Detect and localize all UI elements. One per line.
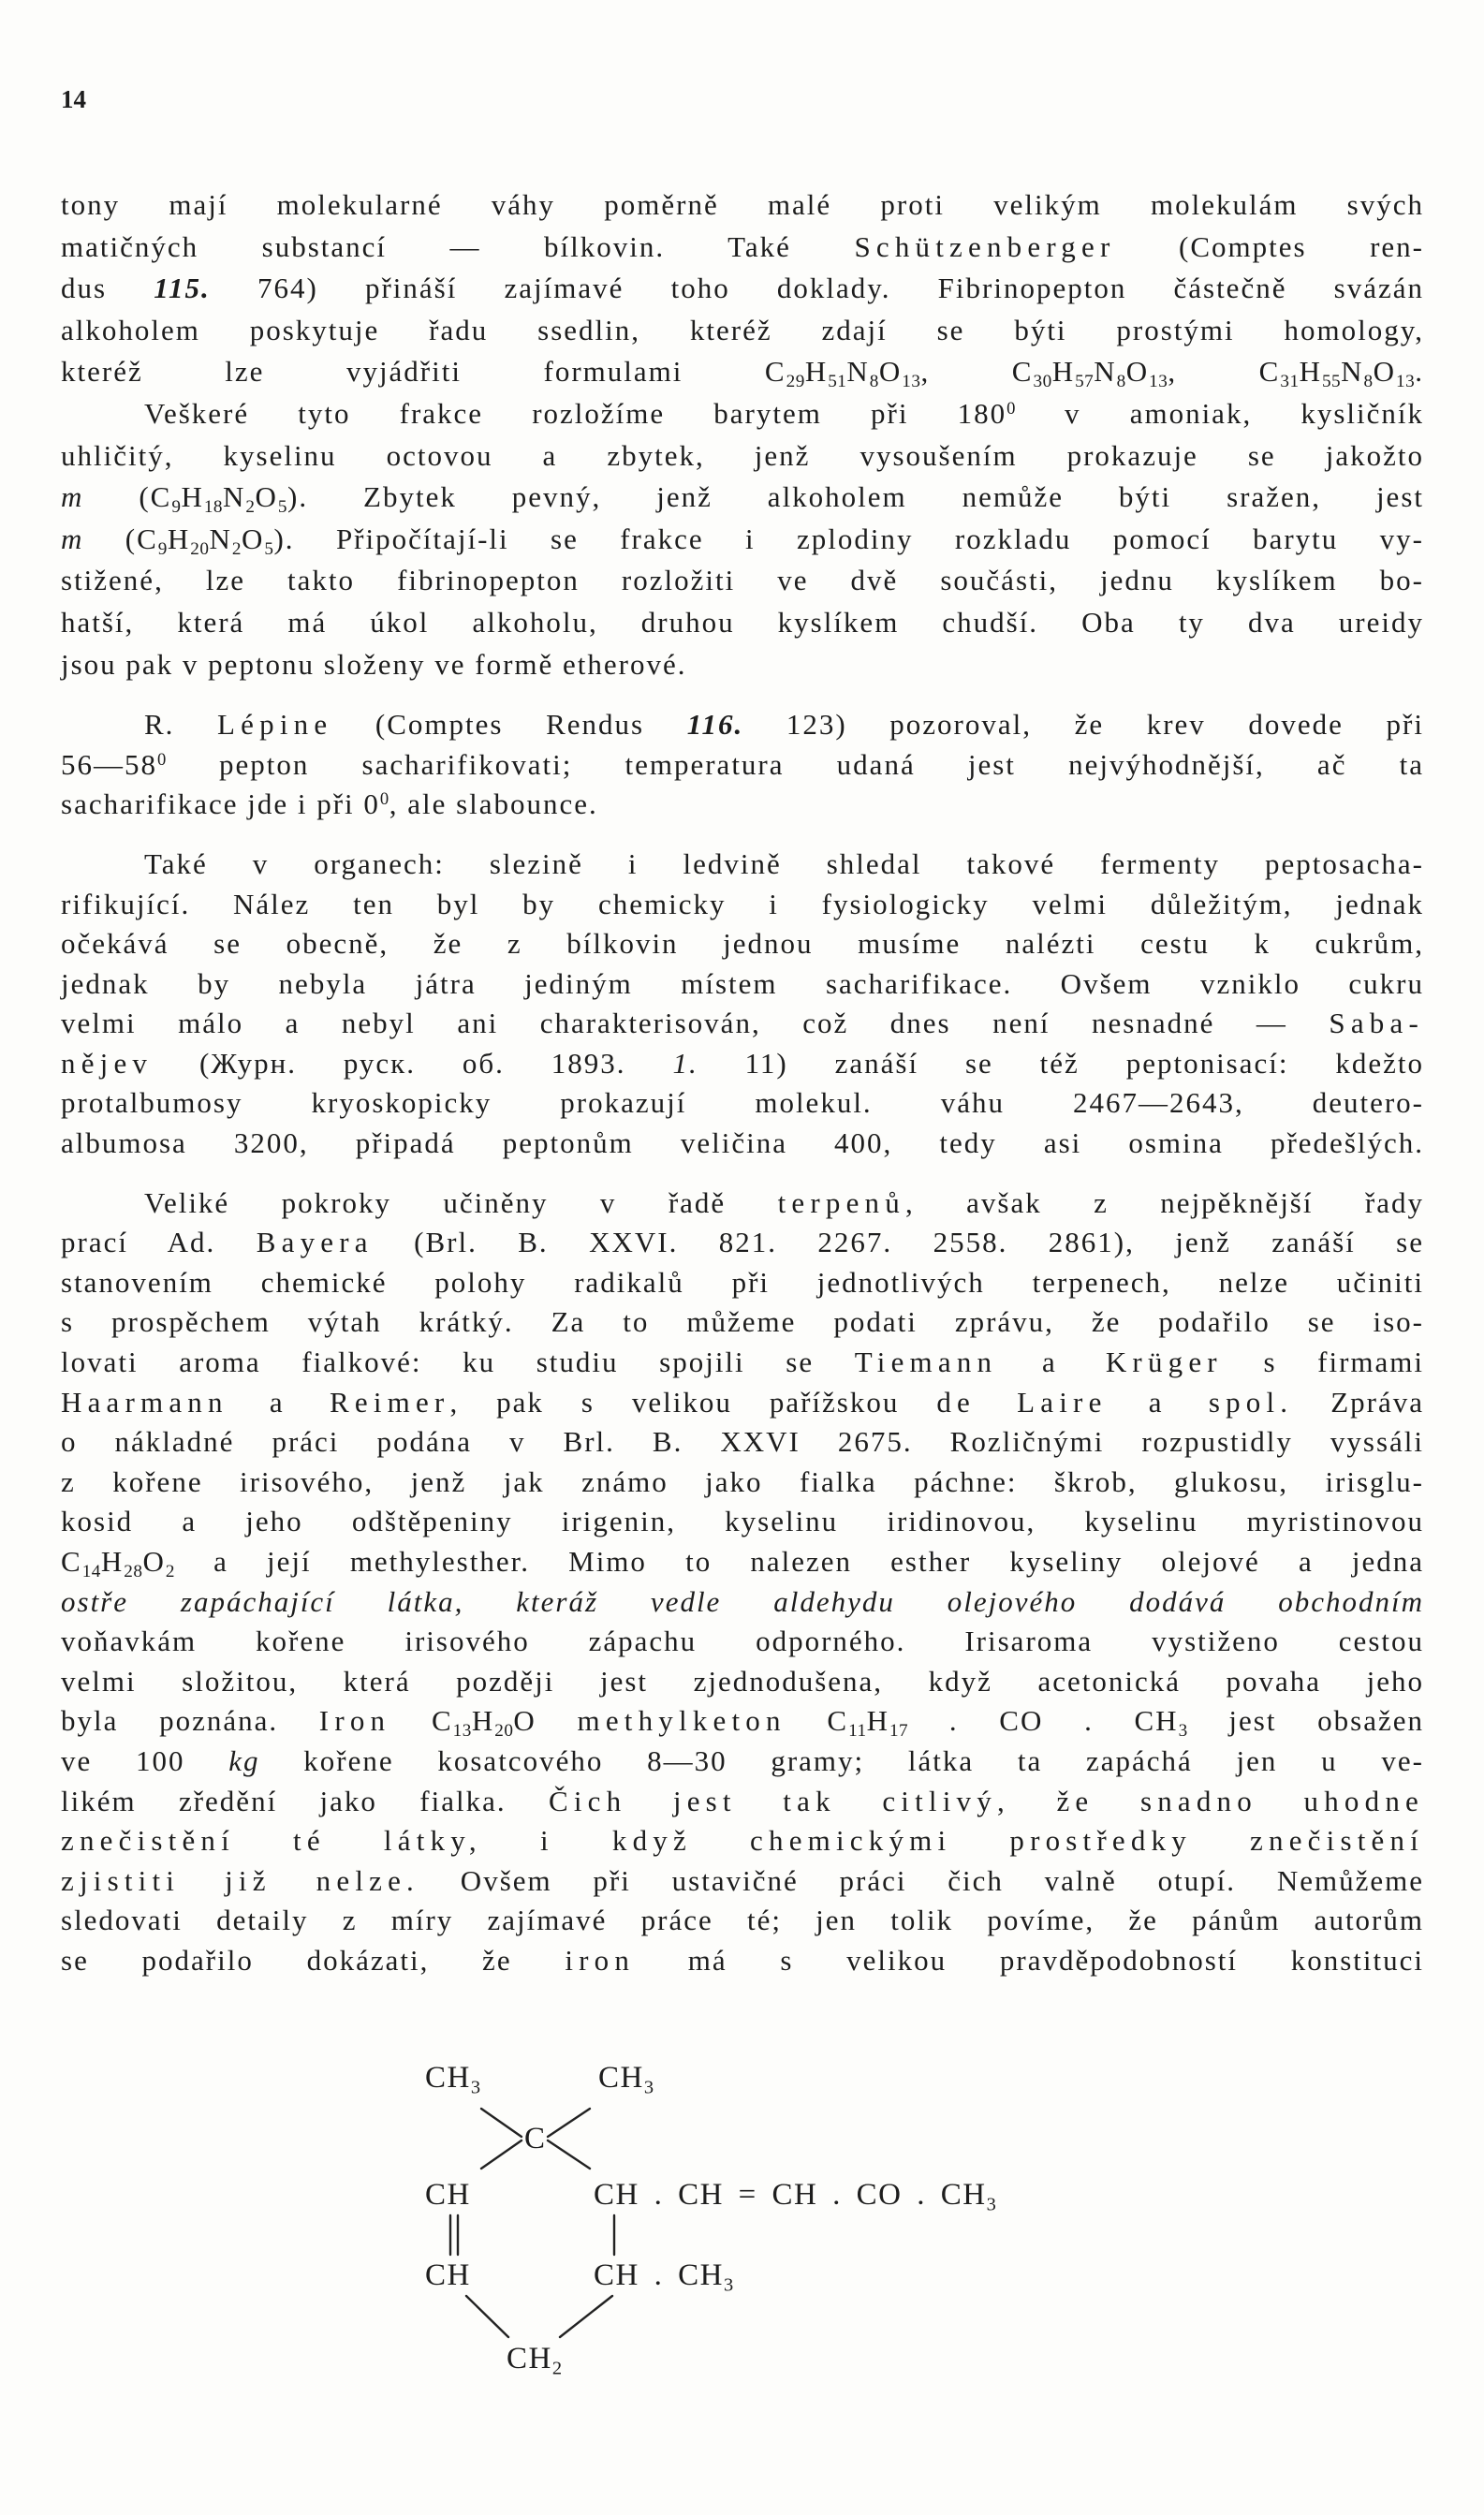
text-run: se podařilo dokázati, že: [61, 1943, 566, 1977]
text-line: [61, 924, 1424, 964]
text-line: [61, 1861, 1424, 1902]
bond-c-to-methyl-b: [548, 2109, 590, 2137]
text-run: stižené, lze takto fibrinopepton rozložiti ve dvě součásti, jednu kyslíkem bo-: [61, 564, 1424, 597]
text-run: jednak by nebyla játra jediným místem sacharifikace. Ovšem vzniklo cukru: [61, 966, 1424, 1000]
text-run: 56—58: [61, 747, 157, 781]
text-line: [61, 519, 1424, 561]
text-run: (Comptes Rendus: [332, 708, 687, 742]
text-run: má s velikou pravděpodobností konstituci: [635, 1943, 1425, 1977]
text-line: [61, 1542, 1424, 1582]
text-line: [61, 785, 1424, 825]
subscript: 9: [171, 497, 182, 518]
text-run: CH . CH: [594, 2258, 724, 2292]
superscript: 0: [157, 749, 167, 770]
text-line: [61, 1901, 1424, 1941]
formula-methyl-b: [598, 2059, 654, 2096]
text-run: ve 100: [61, 1743, 229, 1777]
formula-side-chain: [594, 2176, 996, 2213]
text-run: s firmami: [1222, 1346, 1424, 1379]
paragraph-organs: [61, 845, 1424, 1164]
text-run: dus: [61, 272, 154, 305]
text-run: v amoniak, kysličník: [1015, 396, 1425, 430]
subscript: 30: [1033, 372, 1052, 392]
text-line: [61, 393, 1424, 435]
text-run: rifikující. Nález ten byl by chemicky i fysiologicky velmi důležitým, jednak: [61, 887, 1424, 920]
subscript: 13: [1396, 372, 1416, 392]
text-line: [61, 1821, 1424, 1861]
superscript: 0: [1006, 398, 1016, 419]
bond-ring-ch-to-methylene: [466, 2296, 508, 2337]
subscript: 3: [1178, 1721, 1188, 1742]
text-run: voňavkám kořene irisového zápachu odporného. Irisaroma vystiženo cestou: [61, 1625, 1424, 1658]
text-run: O: [878, 355, 903, 389]
paragraph-lepine: [61, 705, 1424, 825]
subscript: 13: [1149, 372, 1168, 392]
text-run: (Журн. руск. об. 1893.: [153, 1046, 673, 1080]
text-run: N: [1094, 355, 1117, 389]
paragraph-fibrinopepton: [61, 393, 1424, 685]
text-run: Zpráva: [1293, 1385, 1424, 1419]
body-text: [61, 184, 1424, 1981]
text-run: Ovšem při ustavičné práci čich valně otupí. Nemůžeme: [419, 1863, 1424, 1897]
subscript: 9: [157, 538, 168, 559]
text-run: .: [1415, 355, 1424, 389]
text-line: [61, 1422, 1424, 1463]
text-line: [61, 268, 1424, 310]
text-run: kteréž lze vyjádřiti formulami C: [61, 355, 786, 389]
text-run: O: [241, 522, 265, 555]
text-line: [61, 1343, 1424, 1383]
text-run: velmi složitou, která později jest zjednodušena, když acetonická povaha jeho: [61, 1664, 1424, 1698]
subscript: 3: [470, 2077, 481, 2098]
text-run: prací Ad.: [61, 1226, 257, 1259]
text-run: , pak s velikou pařížskou: [449, 1385, 937, 1419]
text-run: (C: [83, 480, 172, 514]
subscript: 20: [190, 538, 210, 559]
text-run: (Brl. B. XXVI. 821. 2267. 2558. 2861), jenž zanáší se: [373, 1226, 1424, 1259]
subscript: 5: [277, 497, 288, 518]
text-run: CH . CH = CH . CO . CH: [594, 2178, 987, 2212]
spaced-emphasis: Lépine: [217, 708, 333, 742]
subscript: 51: [828, 372, 847, 392]
text-line: [61, 1124, 1424, 1164]
subscript: 2: [245, 497, 256, 518]
italic-text: ostře zapáchající látka, kteráž vedle aldehydu olejového dodává obchodním: [61, 1584, 1424, 1618]
spaced-emphasis: Čich jest tak citlivý, že snadno uhodne: [548, 1784, 1424, 1817]
text-run: matičných substancí — bílkovin. Také: [61, 229, 855, 263]
subscript: 3: [986, 2194, 997, 2215]
paragraph-continued: [61, 184, 1424, 393]
subscript: 55: [1321, 372, 1342, 392]
text-run: alkoholem poskytuje řadu ssedlin, kteréž zdají se býti prostými homology,: [61, 313, 1424, 346]
spaced-emphasis: Schützenberger: [854, 229, 1116, 263]
bond-methyl-a-to-c: [481, 2109, 522, 2137]
text-line: [61, 1742, 1424, 1782]
text-run: N: [209, 522, 232, 555]
text-run: N: [846, 355, 870, 389]
page-number: 14: [61, 85, 86, 113]
subscript: 29: [786, 372, 805, 392]
text-run: z kořene irisového, jenž jak známo jako fialka páchne: škrob, glukosu, irisglu-: [61, 1464, 1424, 1498]
spaced-emphasis: nějev: [61, 1046, 154, 1080]
formula-methylene: [507, 2340, 563, 2377]
text-line: [61, 310, 1424, 352]
text-run: ). Zbytek pevný, jenž alkoholem nemůže býti sražen, jest: [287, 480, 1424, 514]
text-run: CH: [598, 2061, 644, 2095]
text-run: lovati aroma fialkové: ku studiu spojili se: [61, 1346, 855, 1379]
text-line: [61, 885, 1424, 925]
text-run: o nákladné práci podána v Brl. B. XXVI 2675. Rozličnými rozpustidly vyssáli: [61, 1425, 1424, 1459]
bold-italic-text: 116.: [686, 708, 744, 742]
text-run: (C: [83, 522, 158, 555]
text-line: [61, 435, 1424, 478]
subscript: 20: [494, 1721, 514, 1742]
italic-text: m: [61, 480, 84, 514]
text-run: N: [223, 480, 246, 514]
text-run: C: [61, 1545, 82, 1578]
subscript: 5: [264, 538, 274, 559]
text-run: H: [181, 480, 204, 514]
text-line: [61, 560, 1424, 602]
text-run: kosid a jeho odštěpeniny irigenin, kyselinu iridinovou, kyselinu myristinovou: [61, 1505, 1424, 1538]
text-run: O: [513, 1704, 578, 1738]
text-line: [61, 1701, 1424, 1742]
text-line: [61, 1782, 1424, 1822]
subscript: 8: [869, 372, 879, 392]
text-run: sledovati detaily z míry zajímavé práce té; jen tolik povíme, že pánům autorům: [61, 1904, 1424, 1937]
text-run: likém zředění jako fialka.: [61, 1784, 549, 1817]
italic-text: kg: [228, 1743, 260, 1777]
text-run: kořene kosatcového 8—30 gramy; látka ta zapáchá jen u ve-: [259, 1743, 1424, 1777]
text-line: [61, 602, 1424, 644]
text-run: , ale slabounce.: [389, 787, 598, 821]
text-line: [61, 1502, 1424, 1542]
subscript: 2: [165, 1562, 175, 1582]
text-run: 123) pozoroval, že krev dovede při: [743, 708, 1424, 742]
spaced-emphasis: Tiemann a Krüger: [854, 1346, 1223, 1379]
text-run: hatší, která má úkol alkoholu, druhou kyslíkem chudší. Oba ty dva ureidy: [61, 605, 1424, 639]
text-run: velmi málo a nebyl ani charakterisován, což dnes není nesnadné —: [61, 1007, 1330, 1040]
text-run: pepton sacharifikovati; temperatura udaná jest nejvýhodnější, ač ta: [166, 747, 1424, 781]
text-run: R.: [144, 708, 218, 742]
text-run: C: [390, 1704, 453, 1738]
subscript: 3: [723, 2274, 734, 2296]
text-line: [61, 1941, 1424, 1981]
spaced-emphasis: zjistiti již nelze.: [61, 1863, 420, 1897]
text-line: [61, 1463, 1424, 1503]
subscript: 17: [889, 1721, 909, 1742]
subscript: 14: [81, 1562, 101, 1582]
spaced-emphasis: methylketon: [577, 1704, 786, 1738]
italic-text: m: [61, 522, 84, 555]
subscript: 31: [1280, 372, 1300, 392]
text-line: [61, 1302, 1424, 1343]
text-run: CH: [425, 2061, 471, 2095]
formula-ring-ch-upper: [425, 2176, 471, 2213]
spaced-emphasis: Saba-: [1329, 1007, 1424, 1040]
text-run: uhličitý, kyselinu octovou a zbytek, jenž vysoušením prokazuje se jakožto: [61, 438, 1424, 472]
spaced-emphasis: Iron: [318, 1704, 391, 1738]
spaced-emphasis: znečistění té látky, i když chemickými prostředky znečistění: [61, 1824, 1424, 1858]
subscript: 2: [551, 2358, 563, 2379]
spaced-emphasis: de Laire a spol.: [936, 1385, 1294, 1419]
text-line: [61, 1263, 1424, 1303]
text-line: [61, 477, 1424, 519]
subscript: 28: [124, 1562, 143, 1582]
italic-text: 1.: [672, 1046, 698, 1080]
text-line: [61, 227, 1424, 269]
text-run: , C: [920, 355, 1034, 389]
text-run: očekává se obecně, že z bílkovin jednou musíme nalézti cestu k cukrům,: [61, 927, 1424, 961]
text-line: [61, 1383, 1424, 1423]
text-run: , avšak z nejpěknější řady: [904, 1185, 1424, 1219]
formula-methyl-a: [425, 2059, 481, 2096]
text-run: s prospěchem výtah krátký. Za to můžeme podati zprávu, že podařilo se iso-: [61, 1305, 1424, 1339]
text-line: [61, 745, 1424, 786]
text-run: CH: [507, 2342, 552, 2375]
text-run: H: [866, 1704, 889, 1738]
text-run: O: [142, 1545, 166, 1578]
text-run: protalbumosy kryoskopicky prokazují molekul. váhu 2467—2643, deutero-: [61, 1086, 1424, 1120]
text-run: jest obsažen: [1187, 1704, 1424, 1738]
subscript: 13: [452, 1721, 472, 1742]
bond-ring-ch-to-c: [481, 2140, 522, 2169]
text-line: [61, 1184, 1424, 1224]
text-line: [61, 845, 1424, 885]
text-run: Také v organech: slezině i ledvině shledal takové fermenty peptosacha-: [144, 846, 1424, 880]
spaced-emphasis: Haarmann a Reimer: [61, 1385, 450, 1419]
formula-ring-ch-methyl: [594, 2257, 734, 2294]
subscript: 8: [1116, 372, 1126, 392]
subscript: 8: [1363, 372, 1374, 392]
text-line: [61, 351, 1424, 393]
text-line: [61, 1622, 1424, 1662]
text-run: , C: [1168, 355, 1281, 389]
text-run: H: [471, 1704, 495, 1738]
text-run: C: [786, 1704, 849, 1738]
text-run: . CO . CH: [908, 1704, 1179, 1738]
superscript: 0: [379, 789, 389, 810]
text-run: Veliké pokroky učiněny v řadě: [144, 1185, 778, 1219]
formula-ring-ch-lower: [425, 2257, 471, 2294]
text-line: [61, 705, 1424, 745]
text-run: 764) přináší zajímavé toho doklady. Fibrinopepton částečně svázán: [210, 272, 1424, 305]
text-run: Veškeré tyto frakce rozložíme barytem při 180: [144, 396, 1007, 430]
text-run: H: [804, 355, 829, 389]
subscript: 11: [848, 1721, 867, 1742]
text-line: [61, 644, 1424, 686]
paragraph-terpenes: [61, 1184, 1424, 1981]
text-run: N: [1341, 355, 1364, 389]
text-line: [61, 1582, 1424, 1623]
bond-ring-ch-methyl-to-methylene: [560, 2296, 612, 2337]
text-line: [61, 1662, 1424, 1702]
text-run: sacharifikace jde i při 0: [61, 787, 380, 821]
subscript: 3: [643, 2077, 654, 2098]
text-run: jsou pak v peptonu složeny ve formě etherové.: [61, 647, 687, 681]
text-line: [61, 1083, 1424, 1124]
spaced-emphasis: iron: [565, 1943, 636, 1977]
text-run: 11) zanáší se též peptonisací: kdežto: [698, 1046, 1425, 1080]
subscript: 57: [1075, 372, 1095, 392]
text-run: O: [1373, 355, 1397, 389]
text-run: CH: [425, 2258, 471, 2292]
text-run: byla poznána.: [61, 1704, 319, 1738]
subscript: 13: [902, 372, 921, 392]
spaced-emphasis: terpenů: [777, 1185, 905, 1219]
text-line: [61, 184, 1424, 227]
text-run: H: [167, 522, 191, 555]
text-run: a její methylesther. Mimo to nalezen esther kyseliny olejové a jedna: [174, 1545, 1424, 1578]
text-run: (Comptes ren-: [1115, 229, 1424, 263]
formula-quaternary-carbon: [524, 2120, 547, 2157]
text-run: C: [524, 2122, 547, 2155]
text-run: stanovením chemické polohy radikalů při jednotlivých terpenech, nelze učiniti: [61, 1265, 1424, 1299]
spaced-emphasis: Bayera: [256, 1226, 374, 1259]
bold-italic-text: 115.: [154, 272, 211, 305]
text-run: H: [1299, 355, 1322, 389]
text-run: albumosa 3200, připadá peptonům veličina 400, tedy asi osmina předešlých.: [61, 1126, 1424, 1160]
text-line: [61, 1044, 1424, 1084]
text-run: ). Připočítají-li se frakce i zplodiny rozkladu pomocí barytu vy-: [273, 522, 1425, 555]
text-line: [61, 1004, 1424, 1044]
text-line: [61, 1223, 1424, 1263]
bond-c-to-side-chain: [548, 2140, 590, 2169]
text-run: H: [100, 1545, 125, 1578]
text-run: O: [255, 480, 278, 514]
subscript: 2: [231, 538, 242, 559]
text-run: O: [1125, 355, 1150, 389]
text-line: [61, 964, 1424, 1005]
text-run: CH: [425, 2178, 471, 2212]
subscript: 18: [203, 497, 224, 518]
text-run: tony mají molekularné váhy poměrně malé proti velikým molekulám svých: [61, 188, 1424, 221]
text-run: H: [1051, 355, 1076, 389]
